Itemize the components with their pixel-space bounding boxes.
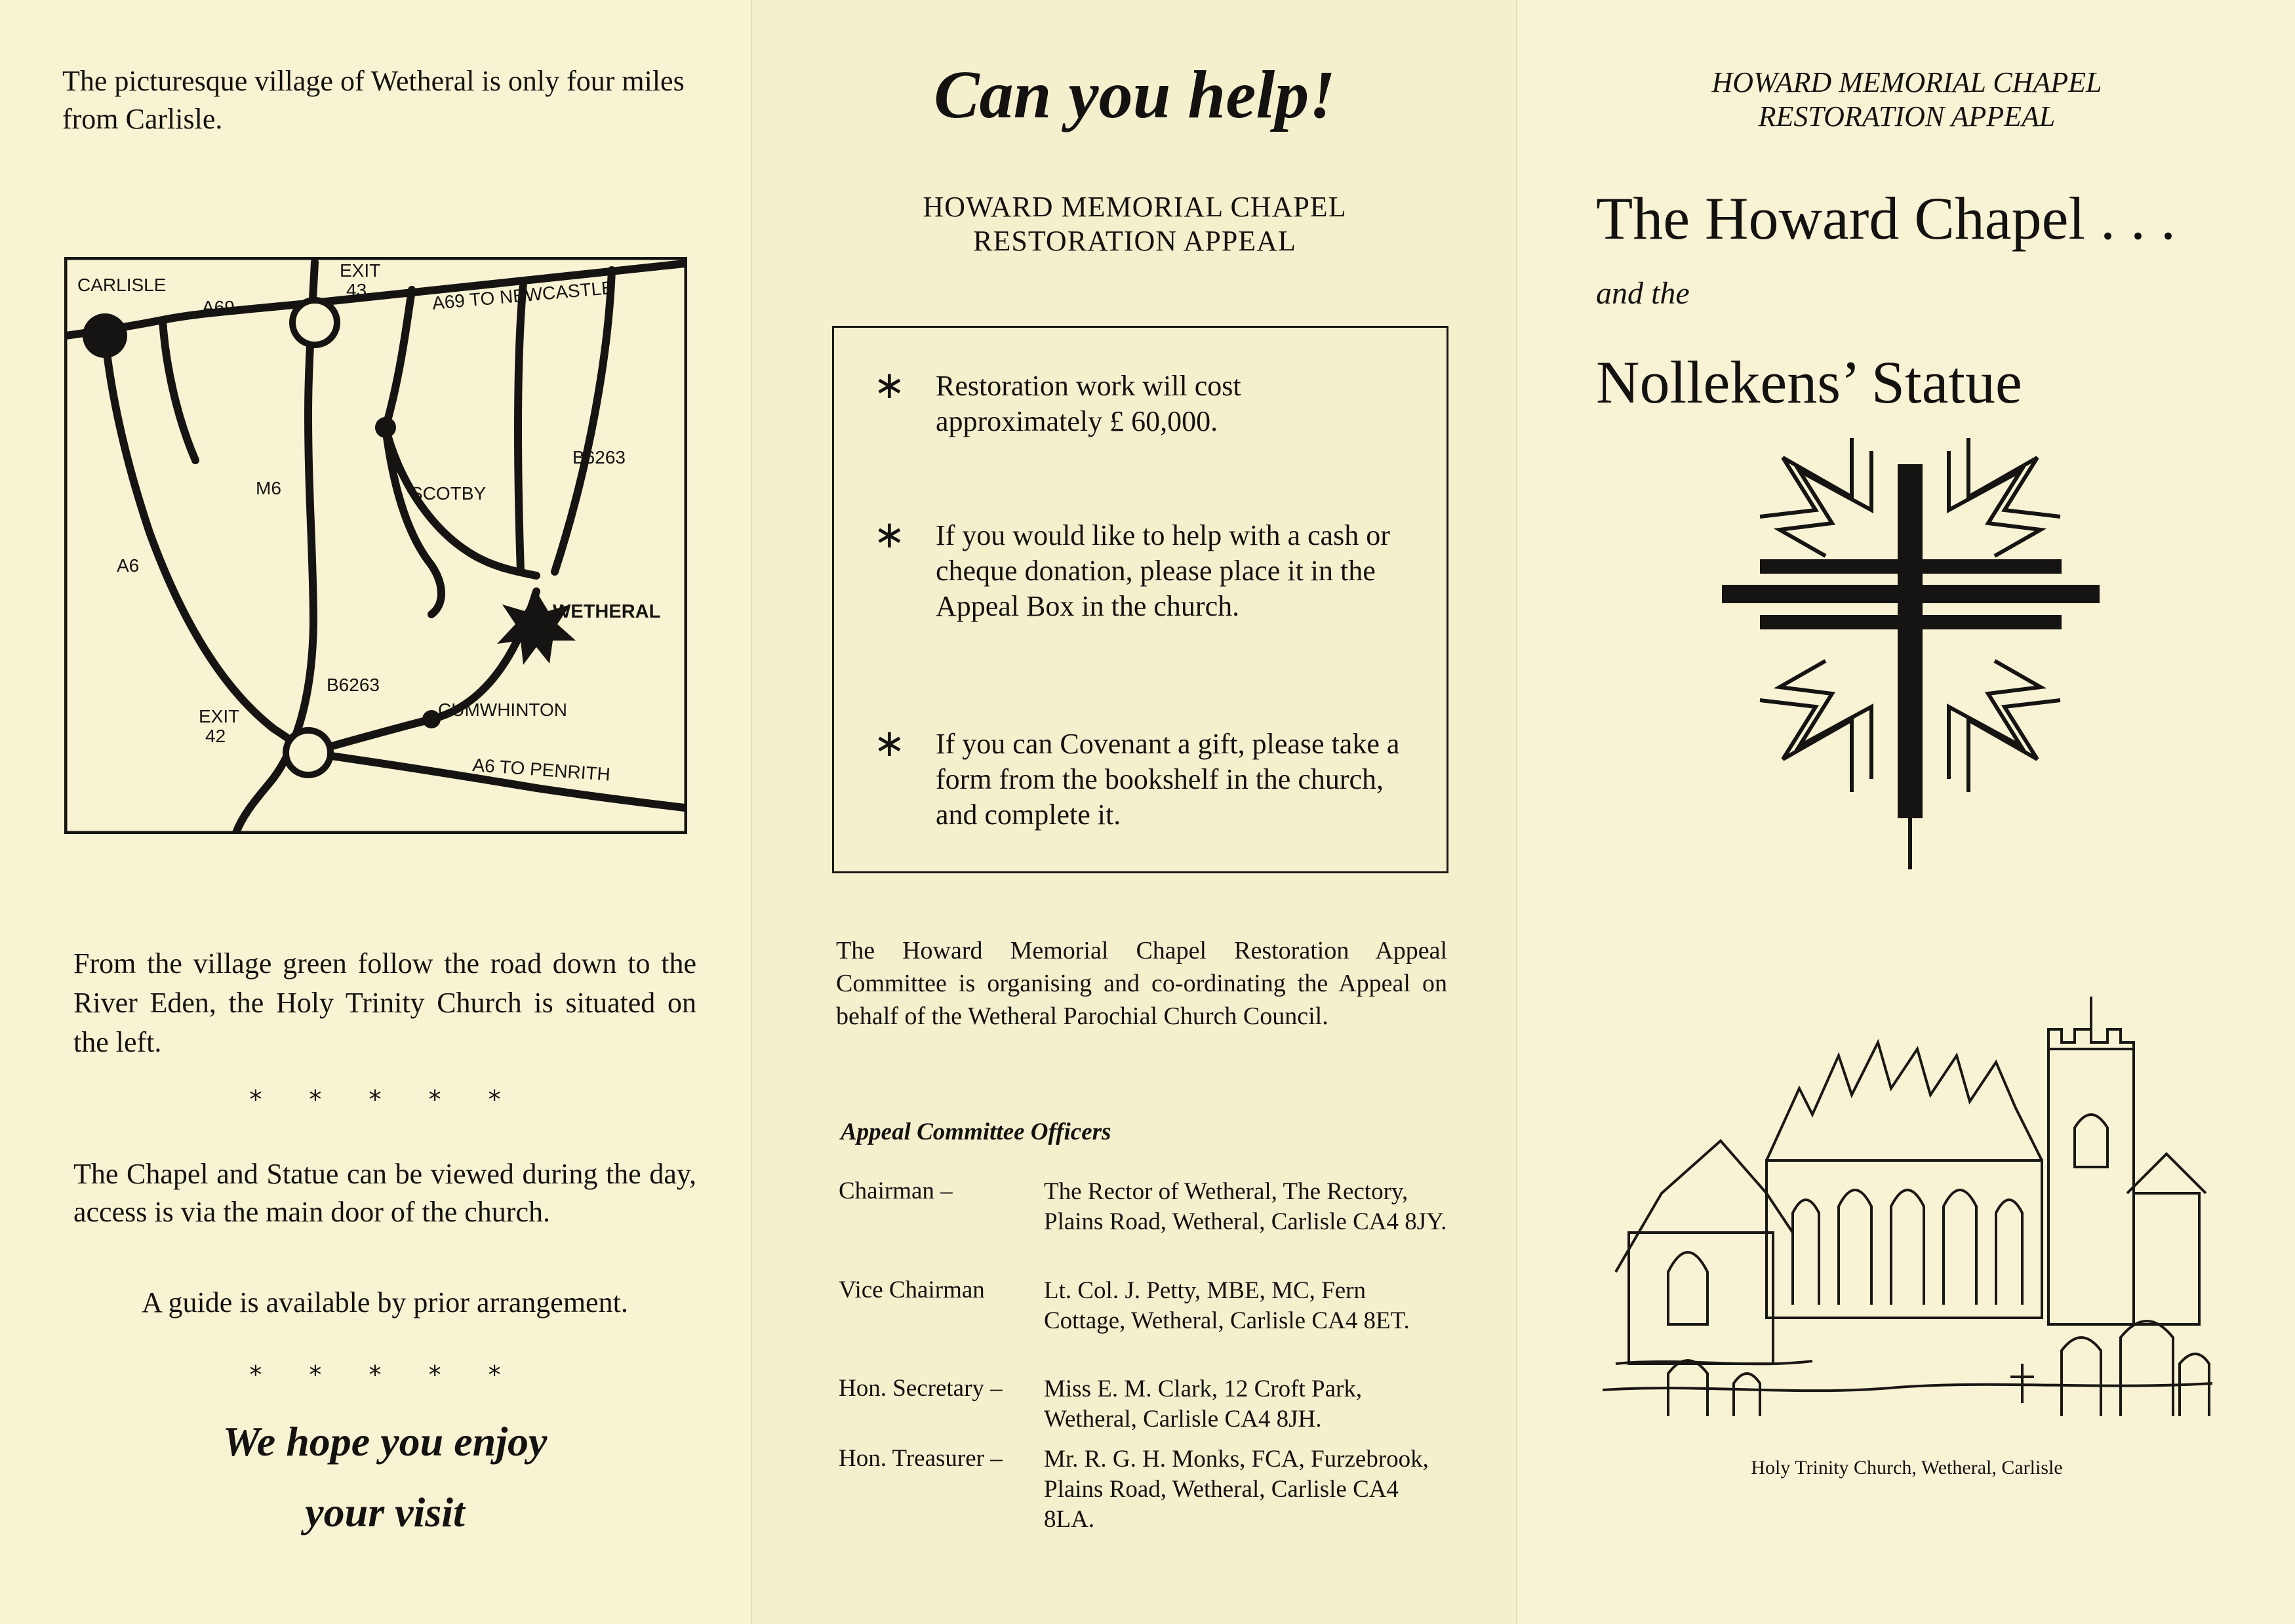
- church-illustration: [1603, 997, 2212, 1423]
- help-box: [832, 326, 1448, 873]
- map-label-b6263-south: B6263: [327, 675, 380, 695]
- map-label-a69-newcastle: A69 TO NEWCASTLE: [431, 277, 614, 313]
- farewell-line-2: your visit: [305, 1489, 465, 1535]
- map-label-exit42-2: 42: [205, 726, 226, 746]
- asterisk-icon: ∗: [873, 363, 906, 407]
- panel-left: [0, 0, 751, 1624]
- appeal-title-line-1: HOWARD MEMORIAL CHAPEL: [1711, 66, 2102, 98]
- map-label-exit43-1: EXIT: [340, 260, 381, 281]
- map-label-scotby: SCOTBY: [410, 483, 487, 504]
- map-label-carlisle: CARLISLE: [77, 275, 167, 295]
- officer-role: Vice Chairman: [839, 1277, 985, 1303]
- asterisk-icon: ∗: [873, 512, 906, 557]
- help-item-text: If you can Covenant a gift, please take a form from the bookshelf in the church, and complete it.: [936, 728, 1400, 831]
- map-label-b6263-north: B6263: [572, 447, 626, 467]
- farewell-line-1: We hope you enjoy: [222, 1418, 548, 1465]
- map-label-exit43-2: 43: [346, 280, 367, 300]
- panel-middle: [751, 0, 1517, 1624]
- viewing-text: The Chapel and Statue can be viewed during the day, access is via the main door of the church.: [73, 1158, 696, 1228]
- church-caption: Holy Trinity Church, Wetheral, Carlisle: [1751, 1457, 2063, 1478]
- panel-right: [1516, 0, 2295, 1624]
- committee-text: The Howard Memorial Chapel Restoration Appeal Committee is organising and co-ordinating the Appeal on behalf of the Wetheral Parochial Church Council.: [836, 937, 1447, 1030]
- officer-role: Hon. Treasurer –: [839, 1445, 1003, 1472]
- intro-text: The picturesque village of Wetheral is only four miles from Carlisle.: [62, 65, 685, 135]
- map-label-m6: M6: [256, 478, 281, 498]
- map-label-exit42-1: EXIT: [199, 706, 240, 726]
- map-label-cumwhinton: CUMWHINTON: [438, 700, 568, 720]
- officer-role: Chairman –: [839, 1178, 953, 1204]
- map-label-wetheral: WETHERAL: [553, 601, 661, 622]
- officers-heading: Appeal Committee Officers: [841, 1119, 1111, 1145]
- officer-role: Hon. Secretary –: [839, 1375, 1003, 1402]
- appeal-title-line-2: RESTORATION APPEAL: [1758, 100, 2056, 132]
- guide-text: A guide is available by prior arrangement.: [142, 1286, 628, 1318]
- appeal-title-line-2: RESTORATION APPEAL: [973, 225, 1296, 257]
- cross-emblem-icon: [1721, 425, 2101, 871]
- officer-detail: Lt. Col. J. Petty, MBE, MC, Fern Cottage, Wetheral, Carlisle CA4 8ET.: [1044, 1277, 1410, 1334]
- title-howard-chapel: The Howard Chapel . . .: [1596, 185, 2176, 252]
- officer-detail: Miss E. M. Clark, 12 Croft Park, Wetheral, Carlisle CA4 8JH.: [1044, 1376, 1363, 1433]
- help-heading: Can you help!: [934, 57, 1336, 132]
- asterisk-icon: ∗: [873, 721, 906, 765]
- map-label-a6: A6: [117, 555, 140, 576]
- directions-text: From the village green follow the road down to the River Eden, the Holy Trinity Church is situated on the left.: [73, 947, 696, 1058]
- officer-detail: The Rector of Wetheral, The Rectory, Plains Road, Wetheral, Carlisle CA4 8JY.: [1044, 1178, 1447, 1235]
- map-label-a6-penrith: A6 TO PENRITH: [471, 755, 611, 785]
- help-item-text: Restoration work will cost approximately £ 60,000.: [936, 370, 1241, 437]
- officer-detail: Mr. R. G. H. Monks, FCA, Furzebrook, Plains Road, Wetheral, Carlisle CA4 8LA.: [1044, 1446, 1429, 1533]
- title-nollekens-statue: Nollekens’ Statue: [1596, 349, 2022, 416]
- star-divider: * * * * *: [249, 1360, 521, 1389]
- title-and: and the: [1596, 276, 1690, 311]
- star-divider: * * * * *: [249, 1085, 521, 1114]
- appeal-title-line-1: HOWARD MEMORIAL CHAPEL: [923, 191, 1347, 223]
- help-item-text: If you would like to help with a cash or cheque donation, please place it in the Appeal Box in the church.: [936, 519, 1390, 622]
- map-label-a69: A69: [202, 297, 235, 317]
- location-map: [64, 257, 687, 834]
